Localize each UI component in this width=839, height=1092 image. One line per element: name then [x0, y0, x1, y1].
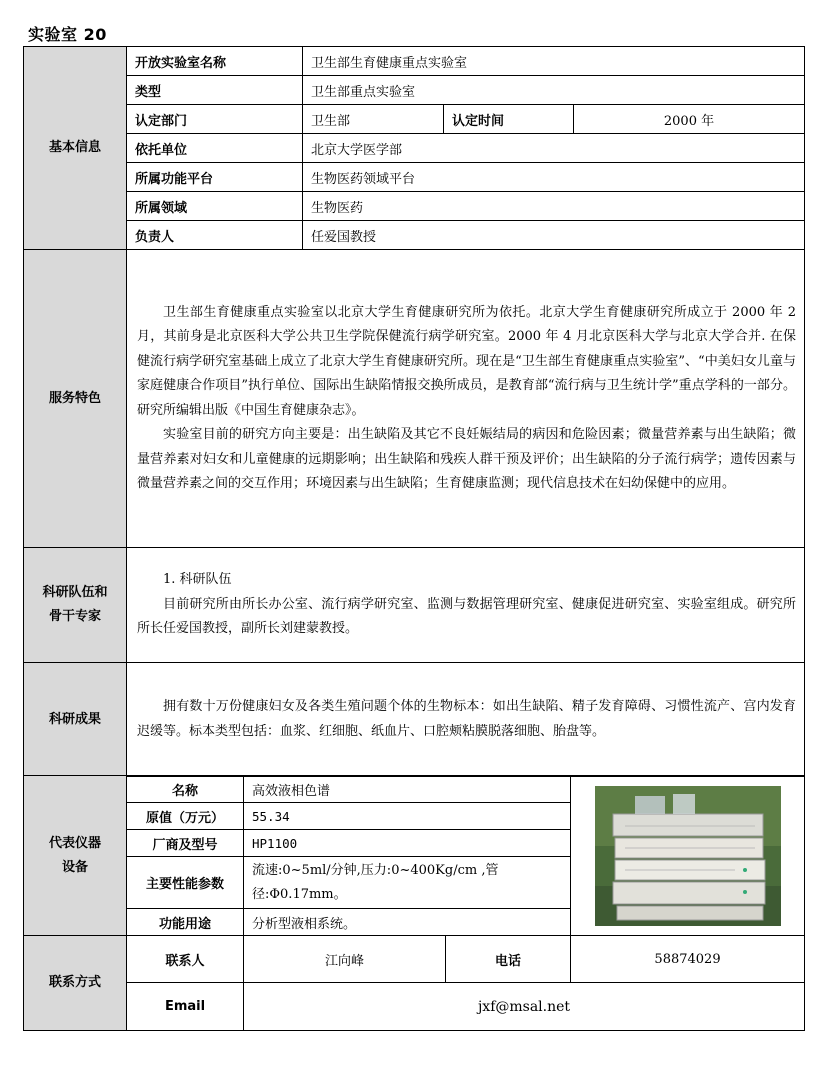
service-content — [127, 250, 805, 548]
type-value: 卫生部重点实验室 — [303, 76, 805, 105]
hplc-instrument-photo — [595, 786, 781, 926]
field-label: 所属领域 — [127, 192, 303, 221]
equip-model-value: HP1100 — [244, 830, 571, 857]
equip-name-label: 名称 — [127, 776, 244, 803]
service-section-label: 服务特色 — [24, 250, 127, 548]
email-label: Email — [127, 983, 244, 1031]
page-title: 实验室 20 — [28, 25, 107, 44]
dept-label: 认定部门 — [127, 105, 303, 134]
team-content — [127, 548, 805, 663]
team-section-text: 科研队伍和骨干专家 — [42, 585, 108, 624]
service-paragraph-2: 实验室目前的研究方向主要是：出生缺陷及其它不良妊娠结局的病因和危险因素；微量营养素与出生缺陷；微量营养素对妇女和儿童健康的远期影响；出生缺陷和残疾人群干预及评价；出生缺陷的分子流行病学；遗传因素与微量营养素之间的交互作用；环境因素与出生缺陷；生育健康监测；现代信息技术在妇幼保健中的应用。 — [137, 427, 796, 491]
results-paragraph: 拥有数十万份健康妇女及各类生殖问题个体的生物标本：如出生缺陷、精子发育障碍、习惯性流产、宫内发育迟缓等。标本类型包括：血浆、红细胞、纸血片、口腔颊粘膜脱落细胞、胎盘等。 — [137, 699, 796, 739]
contact-person-label: 联系人 — [127, 936, 244, 983]
contact-section-label: 联系方式 — [24, 936, 127, 1031]
platform-value: 生物医药领域平台 — [303, 163, 805, 192]
contact-person-value: 江向峰 — [244, 936, 446, 983]
equip-spec-value: 流速:0~5ml/分钟,压力:0~400Kg/cm ,管径:Φ0.17mm。 — [244, 857, 571, 909]
equip-spec-label: 主要性能参数 — [127, 857, 244, 909]
equip-model-label: 厂商及型号 — [127, 830, 244, 857]
basic-info-table — [23, 46, 805, 777]
lab-name-label: 开放实验室名称 — [127, 47, 303, 76]
results-section-label: 科研成果 — [24, 663, 127, 777]
phone-value: 58874029 — [571, 936, 805, 983]
equip-use-label: 功能用途 — [127, 909, 244, 936]
equipment-section-text: 代表仪器设备 — [48, 835, 101, 875]
platform-label: 所属功能平台 — [127, 163, 303, 192]
equip-price-value: 55.34 — [244, 803, 571, 830]
equipment-section-label — [24, 776, 127, 936]
cert-time-value: 2000 年 — [574, 105, 805, 134]
head-value: 任爱国教授 — [303, 221, 805, 250]
email-value[interactable]: jxf@msal.net — [244, 983, 805, 1031]
head-label: 负责人 — [127, 221, 303, 250]
host-unit-label: 依托单位 — [127, 134, 303, 163]
equip-use-value: 分析型液相系统。 — [244, 909, 571, 936]
equipment-photo-cell — [571, 776, 805, 936]
equip-name-value: 高效液相色谱 — [244, 776, 571, 803]
cert-time-label: 认定时间 — [444, 105, 574, 134]
field-value: 生物医药 — [303, 192, 805, 221]
results-content — [127, 663, 805, 777]
lab-name-value: 卫生部生育健康重点实验室 — [303, 47, 805, 76]
host-unit-value: 北京大学医学部 — [303, 134, 805, 163]
team-heading: 1. 科研队伍 — [163, 572, 232, 588]
dept-value: 卫生部 — [303, 105, 444, 134]
team-section-label — [24, 548, 127, 663]
team-paragraph: 目前研究所由所长办公室、流行病学研究室、监测与数据管理研究室、健康促进研究室、实验室组成。研究所所长任爱国教授，副所长刘建蒙教授。 — [137, 596, 796, 637]
equip-price-label: 原值（万元） — [127, 803, 244, 830]
type-label: 类型 — [127, 76, 303, 105]
equipment-table — [23, 775, 805, 1031]
phone-label: 电话 — [446, 936, 571, 983]
service-paragraph-1: 卫生部生育健康重点实验室以北京大学生育健康研究所为依托。北京大学生育健康研究所成立于 2000 年 2 月，其前身是北京医科大学公共卫生学院保健流行病学研究室。2000 年 4 月北京医科大学与北京大学合并. 在保健流行病学研究室基础上成立了北京大学生育健康研究所。现在是“卫生部生育健康重点实验室”、“中美妇女儿童与家庭健康合作项目”执行单位、国际出生缺陷情报交换所成员，是教育部“流行病与卫生统计学”重点学科的一部分。研究所编辑出版《中国生育健康杂志》。 — [137, 304, 796, 418]
basic-info-section-label: 基本信息 — [24, 47, 127, 250]
